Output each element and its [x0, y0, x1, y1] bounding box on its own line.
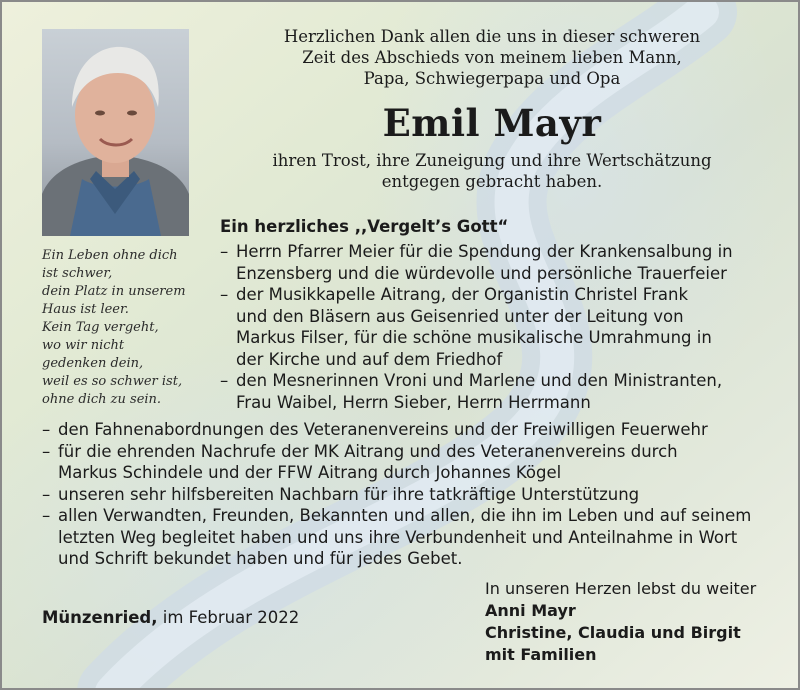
poem-line: gedenken dein,: [42, 356, 144, 371]
list-dash: –: [220, 285, 229, 304]
portrait-photo: [42, 29, 189, 236]
list-item: [220, 241, 760, 284]
list-dash: –: [42, 441, 51, 461]
thanks-heading: Ein herzliches ,,Vergelt’s Gott“: [220, 217, 509, 236]
intro-line: Papa, Schwiegerpapa und Opa: [363, 69, 621, 88]
place-name: Münzenried,: [42, 608, 158, 627]
list-line: der Musikkapelle Aitrang, der Organistin Christel Frank: [236, 285, 689, 304]
list-dash: –: [220, 371, 229, 390]
list-line: den Fahnenabordnungen des Veteranenvereins und der Freiwilligen Feuerwehr: [58, 420, 708, 439]
list-dash: –: [42, 484, 51, 504]
list-line: Markus Schindele und der FFW Aitrang durch Johannes Kögel: [58, 463, 562, 482]
signature-name: Anni Mayr: [485, 601, 576, 620]
poem-line: Ein Leben ohne dich: [42, 248, 178, 263]
poem-line: weil es so schwer ist,: [42, 374, 183, 389]
signature-line: In unseren Herzen lebst du weiter: [485, 579, 757, 598]
list-line: Frau Waibel, Herrn Sieber, Herrn Herrmann: [236, 392, 591, 412]
poem-line: ist schwer,: [42, 266, 113, 281]
place-date: [42, 607, 299, 629]
thanks-for-line: entgegen gebracht haben.: [381, 172, 603, 191]
portrait-man-icon: [42, 29, 189, 236]
intro-text: [242, 26, 742, 89]
signature-name: Christine, Claudia und Birgit: [485, 623, 741, 642]
list-item: [220, 284, 760, 370]
date-text: im Februar 2022: [162, 608, 300, 627]
poem-line: ohne dich zu sein.: [42, 392, 162, 407]
list-dash: –: [220, 242, 229, 261]
list-item: [42, 441, 762, 484]
thanks-for-line: ihren Trost, ihre Zuneigung und ihre Wertschätzung: [272, 151, 712, 170]
signature-block: [485, 578, 756, 666]
list-item: [220, 370, 760, 413]
list-item: [42, 419, 762, 441]
thanks-list-wide: [42, 419, 762, 570]
deceased-name: Emil Mayr: [382, 101, 602, 145]
list-item: [42, 505, 762, 570]
intro-line: Herzlichen Dank allen die uns in dieser schweren: [283, 27, 701, 46]
list-dash: –: [42, 506, 51, 525]
list-line: den Mesnerinnen Vroni und Marlene und den Ministranten,: [236, 371, 723, 390]
list-line: der Kirche und auf dem Friedhof: [236, 349, 503, 369]
list-line: letzten Weg begleitet haben und uns ihre Verbundenheit und Anteilnahme in Wort: [58, 527, 738, 547]
signature-name: mit Familien: [485, 645, 597, 664]
intro-line: Zeit des Abschieds von meinem lieben Mann,: [302, 48, 682, 67]
poem-line: dein Platz in unserem: [42, 284, 186, 299]
list-line: Markus Filser, für die schöne musikalische Umrahmung in: [236, 328, 712, 347]
thanks-list-narrow: [220, 241, 760, 413]
list-line: und Schrift bekundet haben und für jedes Gebet.: [58, 549, 463, 568]
list-line: allen Verwandten, Freunden, Bekannten und allen, die ihn im Leben und auf seinem: [58, 506, 752, 525]
memorial-poem: [42, 247, 202, 409]
list-line: Enzensberg und die würdevolle und persönliche Trauerfeier: [236, 263, 727, 283]
list-dash: –: [42, 420, 51, 439]
list-line: Herrn Pfarrer Meier für die Spendung der Krankensalbung in: [236, 242, 733, 261]
poem-line: wo wir nicht: [42, 338, 125, 353]
list-line: und den Bläsern aus Geisenried unter der Leitung von: [236, 306, 684, 326]
poem-line: Kein Tag vergeht,: [42, 320, 159, 335]
list-item: [42, 484, 762, 506]
list-line: unseren sehr hilfsbereiten Nachbarn für ihre tatkräftige Unterstützung: [58, 484, 640, 504]
poem-line: Haus ist leer.: [42, 302, 129, 317]
thanks-for-text: [242, 150, 742, 192]
list-line: für die ehrenden Nachrufe der MK Aitrang und des Veteranenvereins durch: [58, 441, 678, 461]
